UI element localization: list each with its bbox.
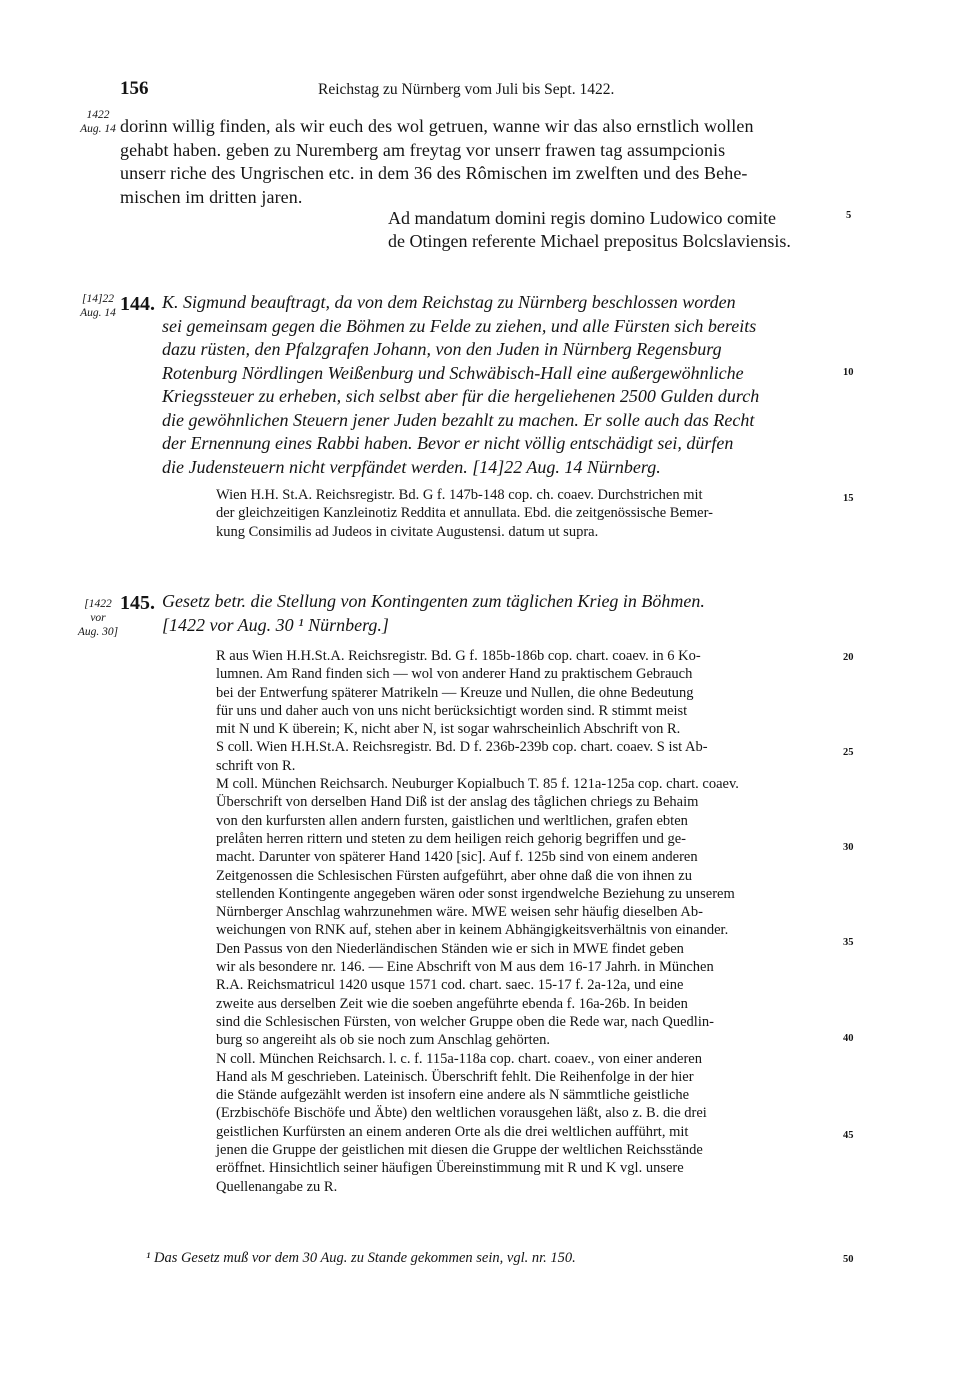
running-title: Reichstag zu Nürnberg vom Juli bis Sept. 1422. bbox=[318, 81, 615, 98]
doc-144-number: 144. bbox=[120, 293, 155, 315]
line-number: 15 bbox=[843, 493, 854, 504]
page-number: 156 bbox=[120, 78, 149, 99]
doc-144-source-note: Wien H.H. St.A. Reichsregistr. Bd. G f. 147b-148 cop. ch. coaev. Durchstrichen mit der gleichzeitigen Kanzleinotiz Reddita et annullata. Ebd. die zeitgenössische Bemer- kung Consimilis ad Judeos in civitate Augustensi. datum ut supra. bbox=[216, 487, 713, 540]
margin-date-144: [14]22 Aug. 14 bbox=[80, 293, 116, 319]
line-number: 30 bbox=[843, 842, 854, 853]
intro-paragraph: dorinn willig finden, als wir euch des wol getruen, wanne wir das also ernstlich wollen gehabt haben. geben zu Nuremberg am freytag vor unserr frawen tag assumpcionis unserr riche des Ungrischen etc. in dem 36 des Rômischen im zwelften und des Behe- mischen im dritten jaren. bbox=[120, 116, 754, 207]
line-number: 25 bbox=[843, 747, 854, 758]
footnote: ¹ Das Gesetz muß vor dem 30 Aug. zu Stande gekommen sein, vgl. nr. 150. bbox=[146, 1250, 576, 1266]
line-number: 5 bbox=[846, 210, 852, 221]
doc-145-source-note: R aus Wien H.H.St.A. Reichsregistr. Bd. G f. 185b-186b cop. chart. coaev. in 6 Ko- lumnen. Am Rand finden sich — wol von anderer Hand zu praktischem Gebrauch bei der Entwerfung späterer Matrikeln — Kreuze und Nullen, die ohne Bedeutung für uns und daher auch von uns nicht berücksichtigt worden sind. R stimmt meist mit N und K überein; K, nicht aber N, ist sogar wahrscheinlich Abschrift von R. S coll. Wien H.H.St.A. Reichsregistr. Bd. D f. 236b-239b cop. chart. coaev. S ist Ab- schrift von R. M coll. München Reichsarch. Neuburger Kopialbuch T. 85 f. 121a-125a cop. chart. coaev. Überschrift von derselben Hand Diß ist der anslag des tåglichen chriegs zu Behaim von den kurfursten allen andern fursten, gaistlichen und werltlichen, grafen ebten prelåten herren rittern und steten zu dem heiligen reich gehorig begriffen und ge- macht. Darunter von späterer Hand 1420 [sic]. Auf f. 125b sind von einem anderen Zeitgenossen die Schlesischen Fürsten aufgeführt, aber ohne daß die von ihnen zu stellenden Kontingente angegeben wären oder sonst irgendwelche Beziehung zu unserem Nürnberger Anschlag wahrzunehmen wäre. MWE weisen sehr häufig dieselben Ab- weichungen von RNK auf, stehen aber in keinem Abhängigkeitsverhältnis von einander. Den Passus von den Niederländischen Ständen wie er sich in MWE findet geben wir als besondere nr. 146. — Eine Abschrift von M aus dem 16-17 Jahrh. in München R.A. Reichsmatricul 1420 usque 1571 cod. chart. saec. 15-17 f. 2a-12a, und eine zweite aus derselben Zeit wie die soeben angeführte ebenda f. 16a-26b. In beiden sind die Schlesischen Fürsten, von welcher Gruppe oben die Rede war, nach Quedlin- burg so angereiht als ob sie noch zum Anschlag gehörten. N coll. München Reichsarch. l. c. f. 115a-118a cop. chart. coaev., von einer anderen Hand als M geschrieben. Lateinisch. Überschrift fehlt. Die Reihenfolge in der hier die Stände aufgezählt werden ist insofern eine andere als N sämmtliche geistliche (Erzbischöfe Bischöfe und Äbte) den weltlichen vorausgehen läßt, also z. B. die drei geistlichen Kurfürsten an einem anderen Orte als die drei weltlichen aufführt, mit jenen die Gruppe der geistlichen mit diesen die Gruppe der weltlichen Reichsstände eröffnet. Hinsichtlich seiner häufigen Übereinstimmung mit R und K vgl. unsere Quellenangabe zu R. bbox=[216, 648, 739, 1195]
line-number: 40 bbox=[843, 1033, 854, 1044]
doc-145-number: 145. bbox=[120, 592, 155, 614]
margin-date-145: [1422 vor Aug. 30] bbox=[77, 598, 119, 638]
line-number: 20 bbox=[843, 652, 854, 663]
line-number: 45 bbox=[843, 1130, 854, 1141]
line-number: 50 bbox=[843, 1254, 854, 1265]
doc-144-regest: K. Sigmund beauftragt, da von dem Reichstag zu Nürnberg beschlossen worden sei gemeinsam gegen die Böhmen zu Felde zu ziehen, und alle Fürsten sich bereits dazu rüsten, den Pfalzgrafen Johann, von den Juden in Nürnberg Regensburg Rotenburg Nördlingen Weißenburg und Schwäbisch-Hall eine außergewöhnliche Kriegssteuer zu erheben, sich selbst aber für die hergeliehenen 2500 Gulden durch die gewöhnlichen Steuern jener Juden bezahlt zu machen. Er solle auch das Recht der Ernennung eines Rabbi haben. Bevor er nicht völlig entschädigt sei, dürfen die Judensteuern nicht verpfändet werden. [14]22 Aug. 14 Nürnberg. bbox=[162, 292, 760, 477]
margin-date-top: 1422 Aug. 14 bbox=[80, 109, 116, 135]
doc-145-title: Gesetz betr. die Stellung von Kontingenten zum täglichen Krieg in Böhmen. [1422 vor Aug. 30 ¹ Nürnberg.] bbox=[162, 591, 705, 635]
mandate-note: Ad mandatum domini regis domino Ludowico comite de Otingen referente Michael prepositus Bolcslaviensis. bbox=[388, 208, 791, 251]
line-number: 10 bbox=[843, 367, 854, 378]
line-number: 35 bbox=[843, 937, 854, 948]
